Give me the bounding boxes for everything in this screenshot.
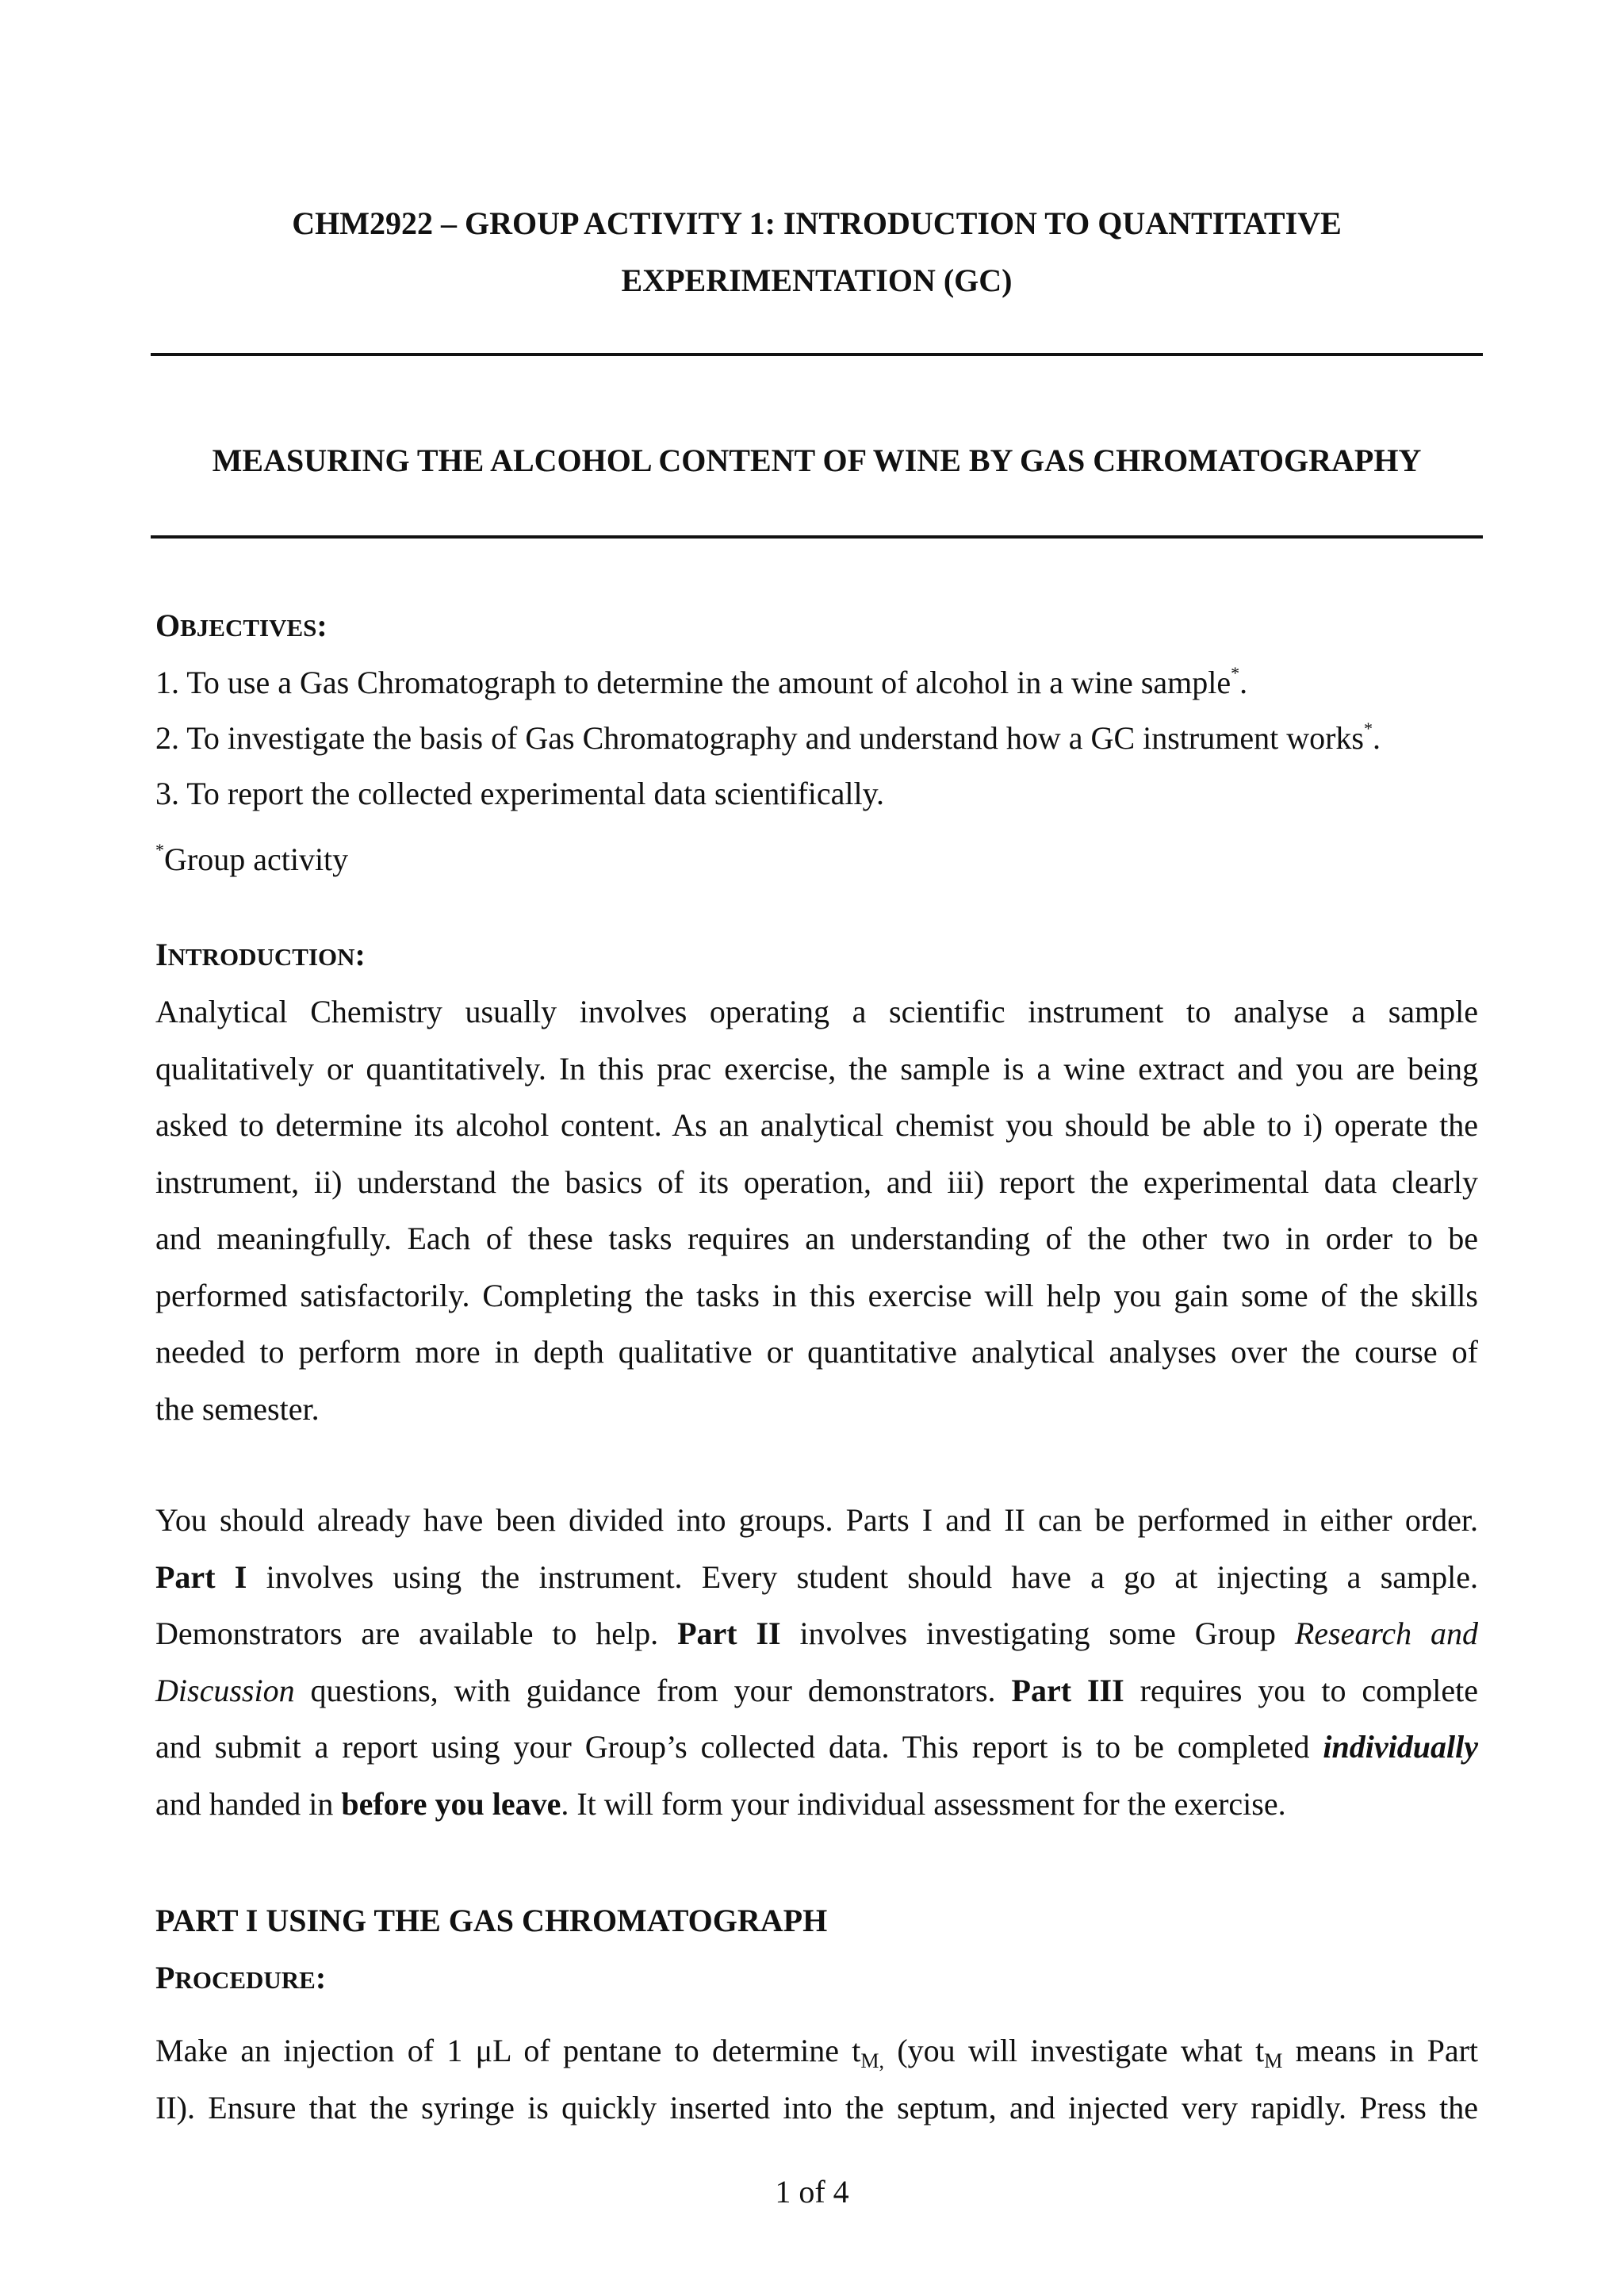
bottom-rule [151,535,1483,539]
introduction-paragraph-2: You should already have been divided into groups. Parts I and II can be performed in either order. Part I involves using the instrument. Every student should have a go at injecting a sample. Demonstrators are available to help. Part II involves investigating some Group Research and Discussion questions, with guidance from your demonstrators. Part III requires you to complete and submit a report using your Group’s collected data. This report is to be completed individually and handed in before you leave. It will form your individual assessment for the exercise. [155,1502,1479,1822]
objective-item-1: 1. To use a Gas Chromatograph to determine the amount of alcohol in a wine sample*. [155,663,1248,700]
page-number: 1 of 4 [775,2174,849,2210]
part-1-heading: PART I USING THE GAS CHROMATOGRAPH [155,1903,828,1938]
introduction-heading: INTRODUCTION: [155,937,366,972]
introduction-paragraph-1: Analytical Chemistry usually involves operating a scientific instrument to analyse a sample qualitatively or quantitatively. In this prac exercise, the sample is a wine extract and you are being asked to determine its alcohol content. As an analytical chemist you should be able to i) operate the instrument, ii) understand the basics of its operation, and iii) report the experimental data clearly and meaningfully. Each of these tasks requires an understanding of the other two in order to be performed satisfactorily. Completing the tasks in this exercise will help you gain some of the skills needed to perform more in depth qualitative or quantitative analytical analyses over the course of the semester. [155,994,1478,1427]
top-rule [151,353,1483,356]
document-subtitle: MEASURING THE ALCOHOL CONTENT OF WINE BY GAS CHROMATOGRAPHY [212,443,1422,478]
title-line-1: CHM2922 – GROUP ACTIVITY 1: INTRODUCTION TO QUANTITATIVE [292,205,1342,241]
procedure-heading: PROCEDURE: [155,1960,327,1995]
procedure-paragraph: Make an injection of 1 μL of pentane to determine $t_{M,}$ (you will investigate what $t_M$ means in Part II). Ensure that the syringe is quickly inserted into the septum, and injected very rapidly. Press the [155,2033,1479,2125]
objective-item-3: 3. To report the collected experimental data scientifically. [155,776,885,811]
objective-item-2: 2. To investigate the basis of Gas Chromatography and understand how a GC instrument works*. [155,719,1381,756]
objectives-heading: OBJECTIVES: [155,608,327,643]
document-title [151,195,1483,309]
title-line-2: EXPERIMENTATION (GC) [621,263,1013,298]
objectives-footnote: *Group activity [155,840,349,877]
